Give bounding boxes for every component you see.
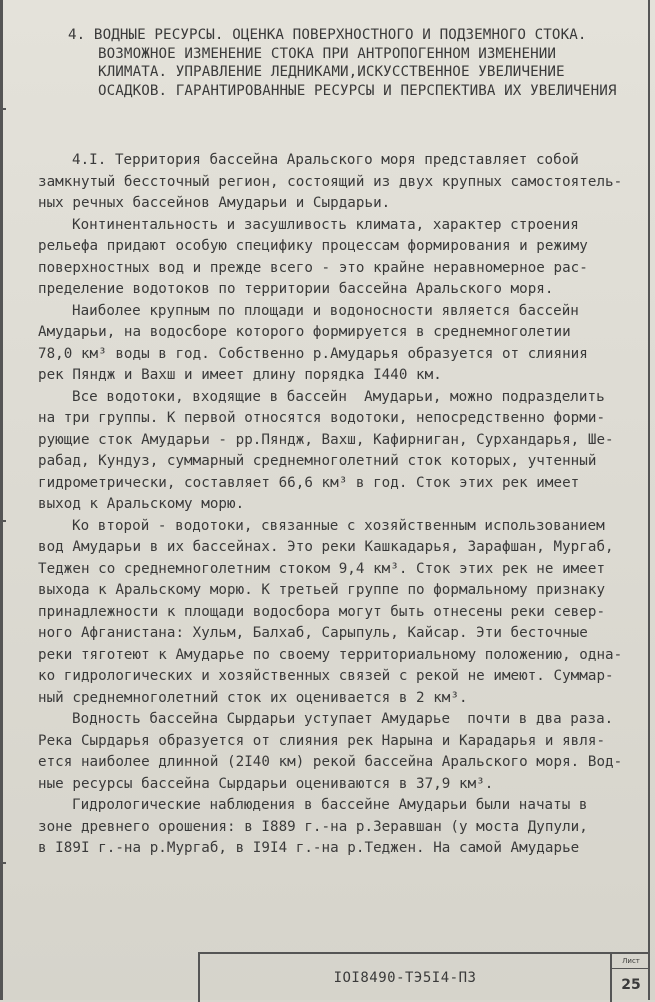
body-line: Все водотоки, входящие в бассейн Амударьи, можно подразделить	[72, 388, 605, 405]
body-line: зоне древнего орошения: в I889 г.-на р.Зеравшан (у моста Дупули,	[38, 818, 588, 835]
frame-tick	[0, 108, 6, 110]
body-line: выхода к Аральскому морю. К третьей группе по формальному признаку	[38, 582, 606, 598]
body-line: Наиболее крупным по площади и водоносности является бассейн	[72, 302, 579, 319]
body-line: ется наиболее длинной (2I40 км) рекой бассейна Аральского моря. Вод-	[38, 754, 623, 770]
body-text	[38, 150, 633, 860]
body-line: Континентальность и засушливость климата, характер строения	[72, 216, 579, 233]
body-line: ные ресурсы бассейна Сырдарьи оцениваются в 37,9 км³.	[38, 775, 494, 792]
body-line: Река Сырдарья образуется от слияния рек Нарына и Карадарья и явля-	[38, 732, 606, 749]
body-line: ный среднемноголетний сток их оценивается в 2 км³.	[38, 689, 468, 706]
body-line: ко гидрологических и хозяйственных связей с рекой не имеют. Суммар-	[38, 668, 614, 684]
body-line: ных речных бассейнов Амударьи и Сырдарьи.	[38, 195, 391, 211]
body-line: Водность бассейна Сырдарьи уступает Амударье почти в два раза.	[72, 711, 614, 727]
body-line: реки тяготеют к Амударье по своему территориальному положению, одна-	[38, 646, 623, 663]
body-line: в I89I г.-на р.Мургаб, в I9I4 г.-на р.Теджен. На самой Амударье	[38, 840, 580, 856]
body-line: Амударьи, на водосборе которого формируется в среднемноголетии	[38, 324, 571, 340]
frame-tick	[0, 862, 6, 864]
sheet-number: 25	[621, 977, 641, 993]
body-line: замкнутый бессточный регион, состоящий из двух крупных самостоятель-	[38, 173, 623, 190]
body-line: выход к Аральскому морю.	[38, 496, 245, 512]
heading-line: ВОЗМОЖНОЕ ИЗМЕНЕНИЕ СТОКА ПРИ АНТРОПОГЕННОМ ИЗМЕНЕНИИ	[98, 45, 557, 62]
frame-right-border	[648, 0, 650, 1000]
body-line: поверхностных вод и прежде всего - это крайне неравномерное рас-	[38, 259, 588, 276]
heading-line: КЛИМАТА. УПРАВЛЕНИЕ ЛЕДНИКАМИ,ИСКУССТВЕННОЕ УВЕЛИЧЕНИЕ	[98, 64, 565, 81]
sheet-label: Лист	[612, 954, 650, 969]
frame-tick	[0, 520, 6, 522]
body-line: Теджен со среднемноголетним стоком 9,4 км³. Сток этих рек не имеет	[38, 560, 606, 577]
heading-line: ОСАДКОВ. ГАРАНТИРОВАННЫЕ РЕСУРСЫ И ПЕРСПЕКТИВА ИХ УВЕЛИЧЕНИЯ	[98, 82, 617, 99]
body-line: рельефа придают особую специфику процессам формирования и режиму	[38, 238, 588, 254]
title-block	[198, 952, 650, 1002]
body-line: принадлежности к площади водосбора могут быть отнесены реки север-	[38, 603, 606, 620]
body-line: ного Афганистана: Хульм, Балхаб, Сарыпуль, Кайсар. Эти бесточные	[38, 625, 588, 641]
body-line: гидрометрически, составляет 66,6 км³ в год. Сток этих рек имеет	[38, 474, 580, 491]
frame-left-border	[0, 0, 3, 1000]
body-line: Гидрологические наблюдения в бассейне Амударьи были начаты в	[72, 797, 588, 813]
body-line: рек Пяндж и Вахш и имеет длину порядка I440 км.	[38, 367, 442, 383]
body-line: на три группы. К первой относятся водотоки, непосредственно форми-	[38, 410, 606, 426]
section-heading	[68, 26, 628, 100]
heading-line: 4. ВОДНЫЕ РЕСУРСЫ. ОЦЕНКА ПОВЕРХНОСТНОГО И ПОДЗЕМНОГО СТОКА.	[68, 27, 587, 43]
body-line: Ко второй - водотоки, связанные с хозяйственным использованием	[72, 517, 605, 534]
body-line: 78,0 км³ воды в год. Собственно р.Амударья образуется от слияния	[38, 345, 588, 362]
sheet-number-cell	[610, 954, 650, 1002]
body-line: 4.I. Территория бассейна Аральского моря представляет собой	[72, 152, 579, 168]
body-line: рующие сток Амударьи - рр.Пяндж, Вахш, Кафирниган, Сурхандарья, Ше-	[38, 431, 614, 448]
body-line: пределение водотоков по территории бассейна Аральского моря.	[38, 281, 554, 297]
document-code: IOI8490-ТЭ5I4-ПЗ	[333, 970, 477, 986]
body-line: вод Амударьи в их бассейнах. Это реки Кашкадарья, Зарафшан, Мургаб,	[38, 539, 614, 555]
body-line: рабад, Кундуз, суммарный среднемноголетний сток которых, учтенный	[38, 453, 597, 469]
